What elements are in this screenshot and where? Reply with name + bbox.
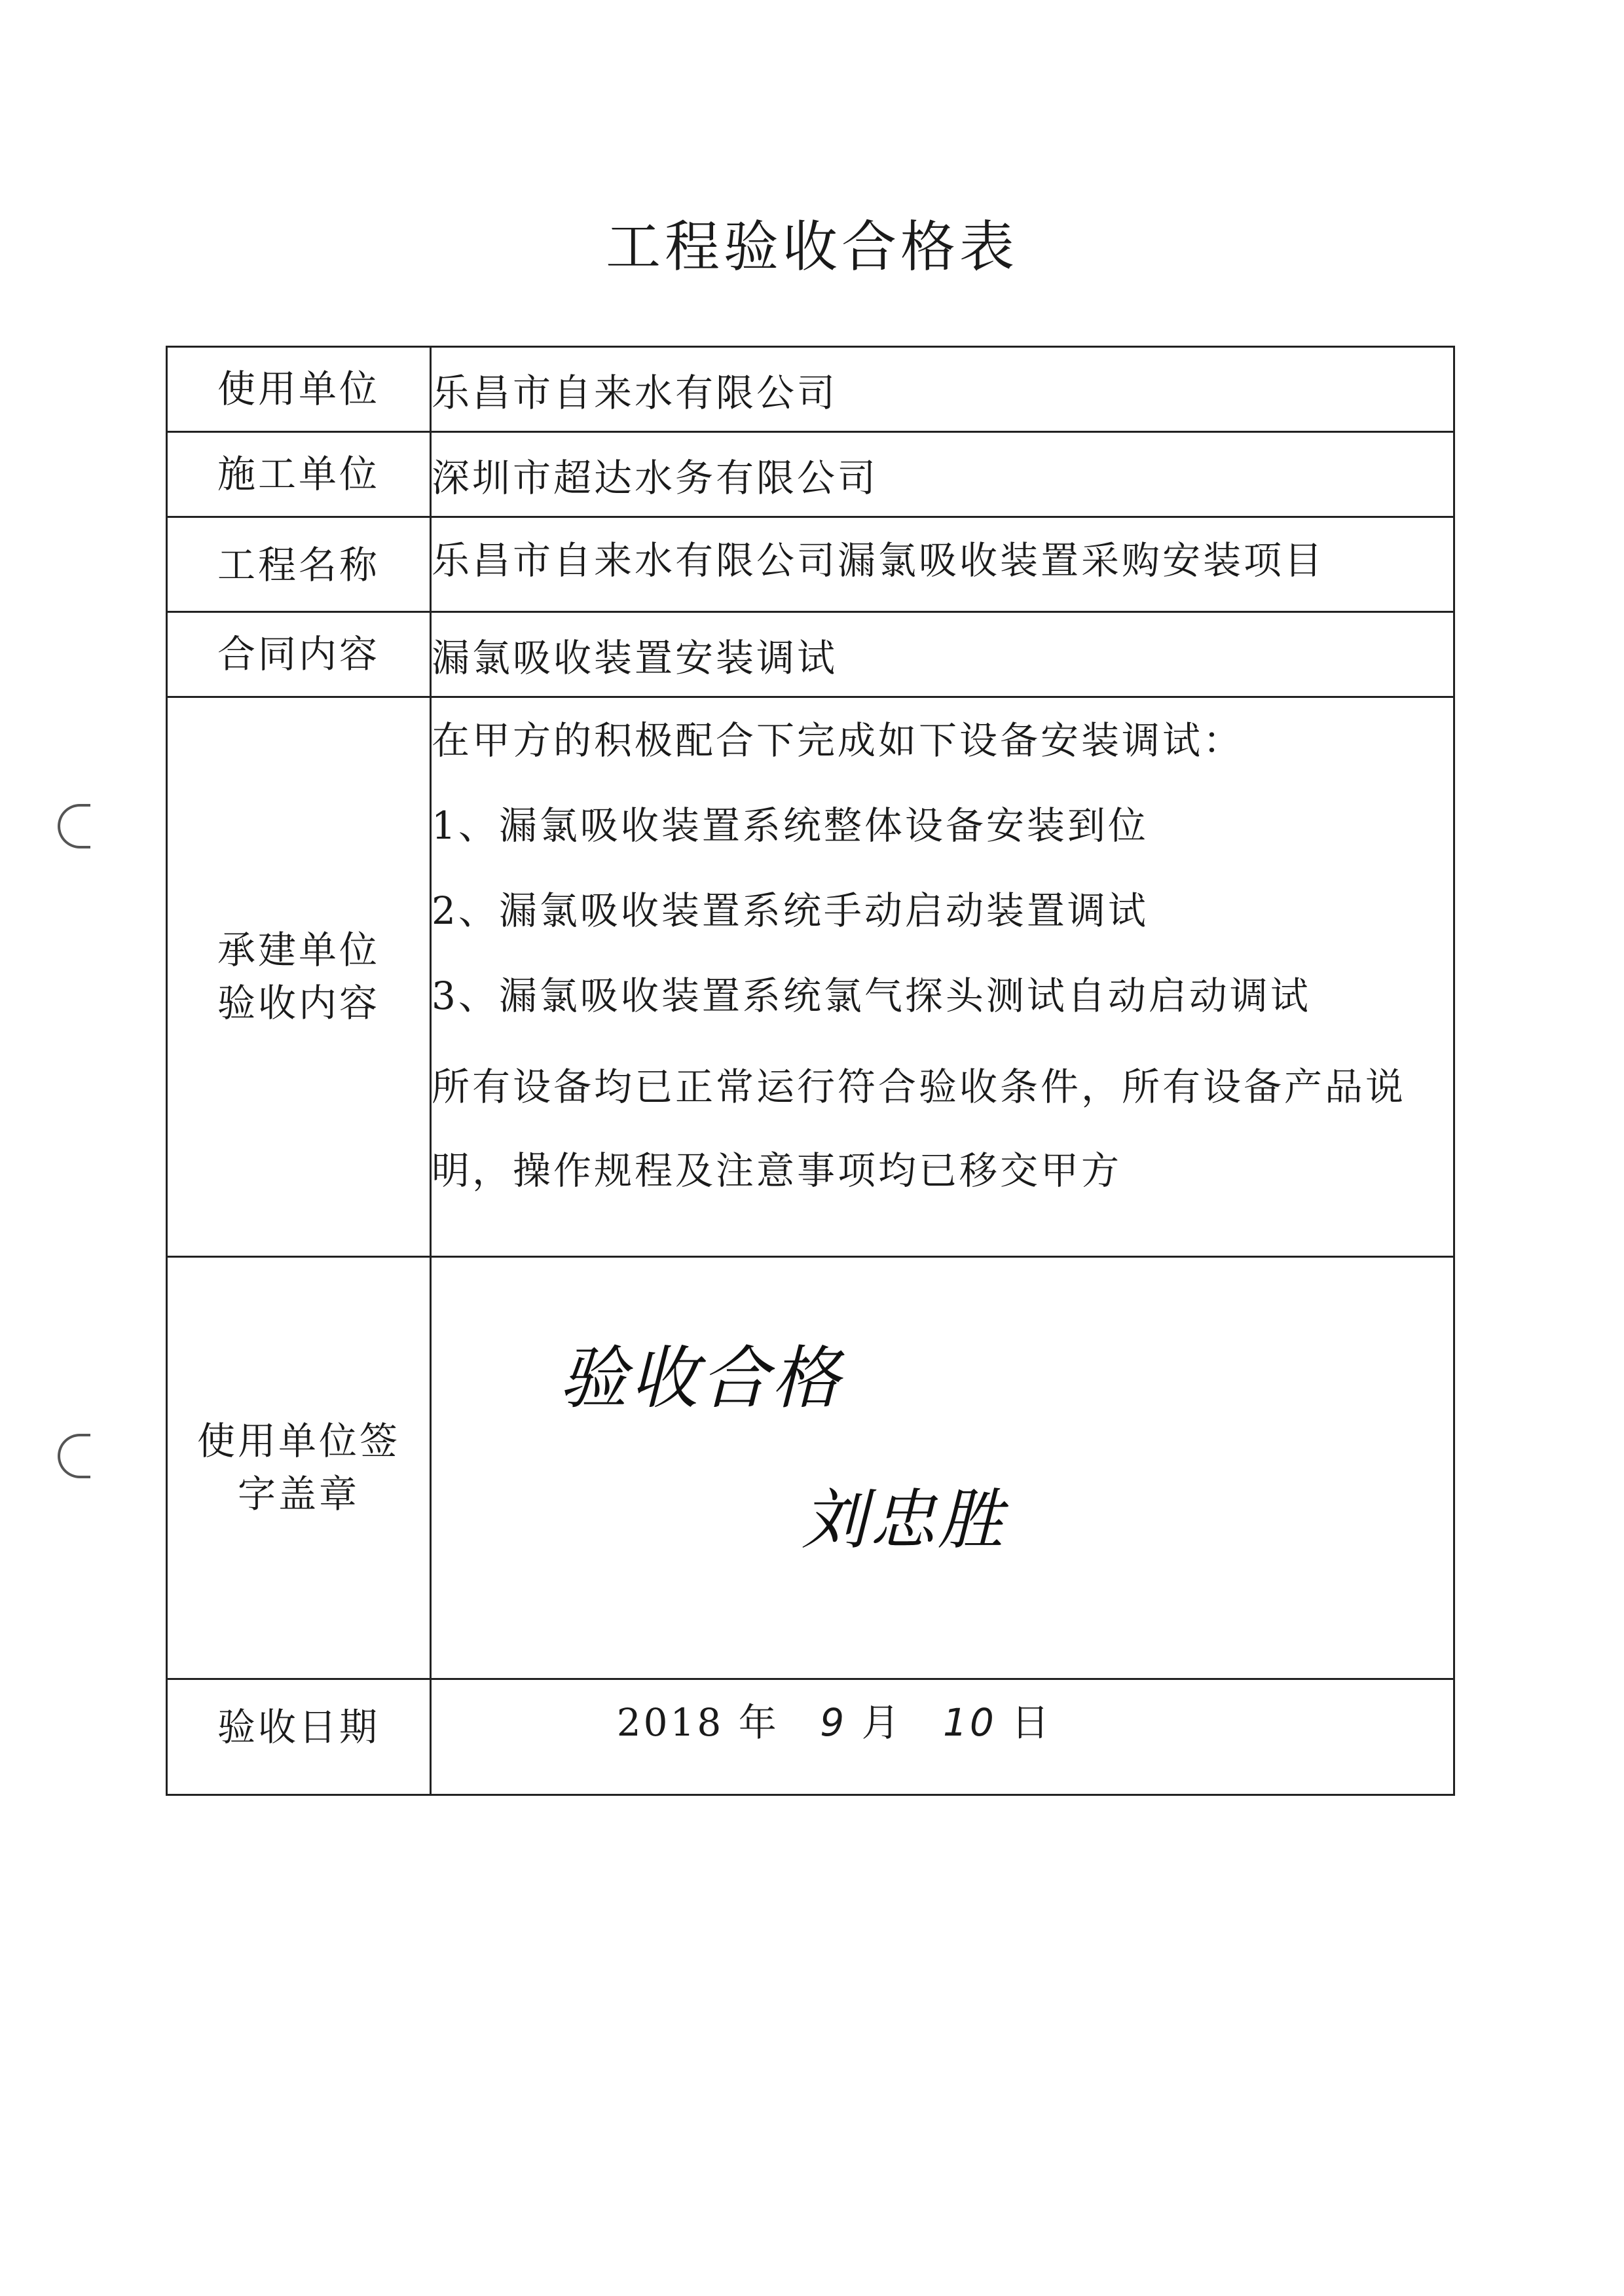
acceptance-item-1: 1、漏氯吸收装置系统整体设备安装到位 xyxy=(432,803,1149,848)
label-user-unit: 使用单位 xyxy=(167,347,431,432)
binding-hole-mark-bottom xyxy=(58,1434,90,1478)
row-date xyxy=(167,1679,1454,1795)
label-contract-content: 合同内容 xyxy=(167,612,431,697)
value-user-unit: 乐昌市自来水有限公司 xyxy=(431,347,1454,432)
label-acceptance-content xyxy=(167,697,431,1257)
acceptance-conclusion: 所有设备均已正常运行符合验收条件，所有设备产品说明，操作规程及注意事项均已移交甲方 xyxy=(432,1065,1407,1193)
date-year-unit: 年 xyxy=(738,1700,779,1745)
binding-hole-mark-top xyxy=(58,804,90,848)
label-signature: 使用单位签字盖章 xyxy=(167,1257,431,1679)
value-contract-content: 漏氯吸收装置安装调试 xyxy=(431,612,1454,697)
label-construction-unit: 施工单位 xyxy=(167,432,431,517)
row-signature xyxy=(167,1257,1454,1679)
value-signature xyxy=(431,1257,1454,1679)
acceptance-item-3: 3、漏氯吸收装置系统氯气探头测试自动启动调试 xyxy=(432,974,1311,1018)
acceptance-form-table xyxy=(166,346,1455,1796)
page-title: 工程验收合格表 xyxy=(605,215,1018,279)
date-day: 10 xyxy=(943,1700,997,1745)
row-construction-unit xyxy=(167,432,1454,517)
row-acceptance-content xyxy=(167,697,1454,1257)
value-acceptance-content xyxy=(431,697,1454,1257)
row-contract-content xyxy=(167,612,1454,697)
row-project-name xyxy=(167,517,1454,612)
handwritten-approval: 验收合格 xyxy=(559,1338,843,1418)
value-project-name: 乐昌市自来水有限公司漏氯吸收装置采购安装项目 xyxy=(431,517,1454,612)
label-acceptance-line2: 验收内容 xyxy=(217,981,380,1025)
date-year: 2018 xyxy=(616,1700,724,1745)
acceptance-item-2: 2、漏氯吸收装置系统手动启动装置调试 xyxy=(432,888,1149,933)
value-date xyxy=(431,1679,1454,1795)
value-construction-unit: 深圳市超达水务有限公司 xyxy=(431,432,1454,517)
label-acceptance-line1: 承建单位 xyxy=(217,927,380,972)
label-project-name: 工程名称 xyxy=(167,517,431,612)
row-user-unit xyxy=(167,347,1454,432)
signature-area xyxy=(432,1258,1453,1678)
date-month: 9 xyxy=(820,1700,847,1745)
label-date: 验收日期 xyxy=(167,1679,431,1795)
handwritten-signature: 刘忠胜 xyxy=(802,1482,1006,1558)
date-month-unit: 月 xyxy=(861,1700,902,1745)
date-day-unit: 日 xyxy=(1011,1700,1052,1745)
acceptance-intro: 在甲方的积极配合下完成如下设备安装调试： xyxy=(432,718,1244,763)
date-line xyxy=(432,1692,1453,1747)
